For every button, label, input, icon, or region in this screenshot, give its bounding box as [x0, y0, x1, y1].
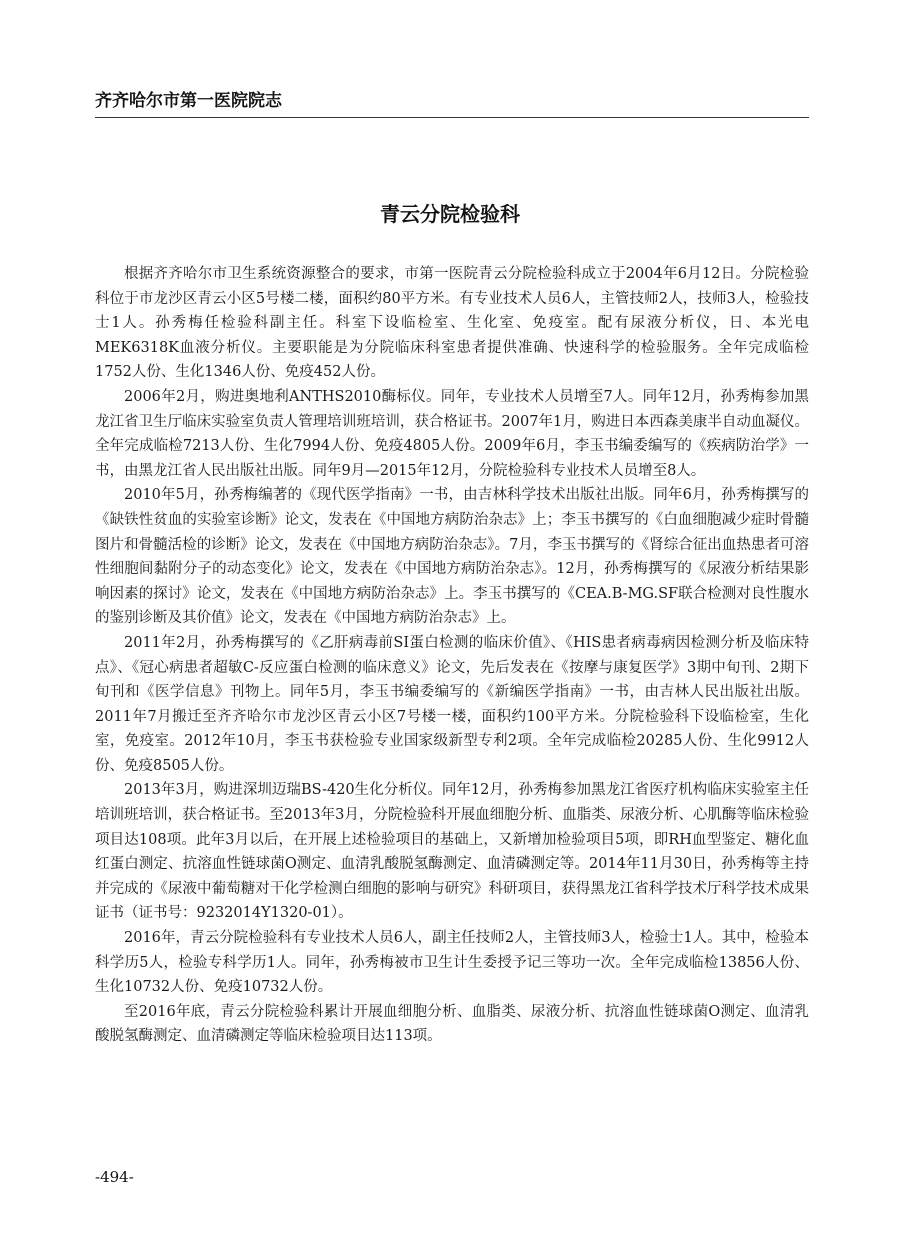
paragraph: 根据齐齐哈尔市卫生系统资源整合的要求，市第一医院青云分院检验科成立于2004年6月12日。分院检验科位于市龙沙区青云小区5号楼二楼，面积约80平方米。有专业技术人员6人，主管技师2人，技师3人，检验技士1人。孙秀梅任检验科副主任。科室下设临检室、生化室、免疫室。配有尿液分析仪，日、本光电MEK6318K血液分析仪。主要职能是为分院临床科室患者提供准确、快速科学的检验服务。全年完成临检1752人份、生化1346人份、免疫452人份。: [95, 266, 809, 381]
paragraph: 2013年3月，购进深圳迈瑞BS-420生化分析仪。同年12月，孙秀梅参加黑龙江省医疗机构临床实验室主任培训班培训，获合格证书。至2013年3月，分院检验科开展血细胞分析、血脂类、尿液分析、心肌酶等临床检验项目达108项。此年3月以后，在开展上述检验项目的基础上，又新增加检验项目5项，即RH血型鉴定、糖化血红蛋白测定、抗溶血性链球菌O测定、血清乳酸脱氢酶测定、血清磷测定等。2014年11月30日，孙秀梅等主持并完成的《尿液中葡萄糖对干化学检测白细胞的影响与研究》科研项目，获得黑龙江省科学技术厅科学技术成果证书（证书号：9232014Y1320-01）。: [95, 782, 809, 922]
body-text: [95, 262, 809, 1049]
header-rule: [95, 117, 809, 118]
section-title: 青云分院检验科: [380, 202, 520, 226]
paragraph: 至2016年底，青云分院检验科累计开展血细胞分析、血脂类、尿液分析、抗溶血性链球菌O测定、血清乳酸脱氢酶测定、血清磷测定等临床检验项目达113项。: [95, 1003, 809, 1045]
paragraph: 2011年2月，孙秀梅撰写的《乙肝病毒前SI蛋白检测的临床价值》、《HIS患者病毒病因检测分析及临床特点》、《冠心病患者超敏C-反应蛋白检测的临床意义》论文，先后发表在《按摩与康复医学》3期中旬刊、2期下旬刊和《医学信息》刊物上。同年5月，李玉书编委编写的《新编医学指南》一书，由吉林人民出版社出版。2011年7月搬迁至齐齐哈尔市龙沙区青云小区7号楼一楼，面积约100平方米。分院检验科下设临检室，生化室，免疫室。2012年10月，李玉书获检验专业国家级新型专利2项。全年完成临检20285人份、生化9912人份、免疫8505人份。: [95, 634, 809, 774]
paragraph: 2016年，青云分院检验科有专业技术人员6人，副主任技师2人，主管技师3人，检验士1人。其中，检验本科学历5人，检验专科学历1人。同年，孙秀梅被市卫生计生委授予记三等功一次。全年完成临检13856人份、生化10732人份、免疫10732人份。: [95, 930, 809, 996]
page-number: -494-: [95, 1168, 134, 1186]
paragraph: 2006年2月，购进奥地利ANTHS2010酶标仪。同年，专业技术人员增至7人。同年12月，孙秀梅参加黑龙江省卫生厅临床实验室负责人管理培训班培训，获合格证书。2007年1月，购进日本西森美康半自动血凝仪。全年完成临检7213人份、生化7994人份、免疫4805人份。2009年6月，李玉书编委编写的《疾病防治学》一书，由黑龙江省人民出版社出版。同年9月—2015年12月，分院检验科专业技术人员增至8人。: [95, 388, 809, 479]
paragraph: 2010年5月，孙秀梅编著的《现代医学指南》一书，由吉林科学技术出版社出版。同年6月，孙秀梅撰写的《缺铁性贫血的实验室诊断》论文，发表在《中国地方病防治杂志》上；李玉书撰写的《白血细胞减少症时骨髓图片和骨髓活检的诊断》论文，发表在《中国地方病防治杂志》。7月，李玉书撰写的《肾综合征出血热患者可溶性细胞间黏附分子的动态变化》论文，发表在《中国地方病防治杂志》。12月，孙秀梅撰写的《尿液分析结果影响因素的探讨》论文，发表在《中国地方病防治杂志》上。李玉书撰写的《CEA.B-MG.SF联合检测对良性腹水的鉴别诊断及其价值》论文，发表在《中国地方病防治杂志》上。: [95, 487, 809, 627]
running-header: 齐齐哈尔市第一医院院志: [95, 91, 282, 111]
